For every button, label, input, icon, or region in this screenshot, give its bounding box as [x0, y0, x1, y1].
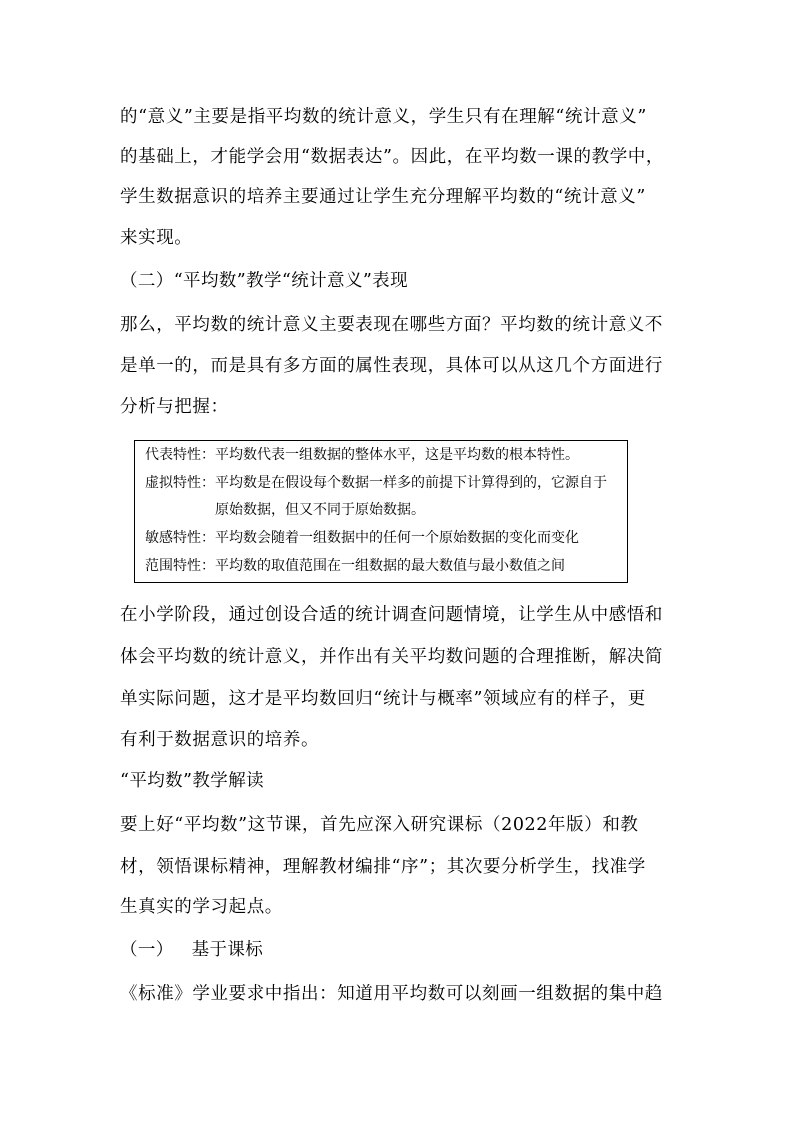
paragraph-line: 《标准》学业要求中指出：知道用平均数可以刻画一组数据的集中趋 [120, 984, 663, 1004]
paragraph-line: 体会平均数的统计意义，并作出有关平均数问题的合理推断，解决简 [120, 647, 663, 667]
paragraph-line: 来实现。 [120, 228, 193, 248]
box-text: ：平均数代表一组数据的整体水平，这是平均数的根本特性。 [201, 447, 579, 463]
paragraph-line: 分析与把握： [120, 397, 229, 417]
paragraph-line: 的“意义”主要是指平均数的统计意义，学生只有在理解“统计意义” [120, 107, 647, 127]
properties-box [134, 440, 628, 583]
section-heading-3: “平均数”教学解读 [120, 771, 264, 791]
box-row-virtual [145, 472, 607, 494]
paragraph-line: 要上好“平均数”这节课，首先应深入研究课标（2022年版）和教 [120, 815, 639, 835]
paragraph-line: 生真实的学习起点。 [120, 897, 283, 917]
paragraph-line: 的基础上，才能学会用“数据表达”。因此，在平均数一课的教学中， [120, 147, 664, 167]
box-term: 代表特性 [145, 447, 201, 463]
paragraph-line: 学生数据意识的培养主要通过让学生充分理解平均数的“统计意义” [120, 187, 646, 207]
section-heading-4: （一） 基于课标 [120, 940, 264, 960]
box-text: ：平均数是在假设每个数据一样多的前提下计算得到的，它源自于 [201, 475, 607, 491]
box-row-representative [145, 444, 579, 466]
box-row-range [145, 555, 565, 577]
box-text: ：平均数会随着一组数据中的任何一个原始数据的变化而变化 [201, 530, 579, 546]
paragraph-line: 是单一的，而是具有多方面的属性表现，具体可以从这几个方面进行 [120, 356, 663, 376]
section-heading-2: （二）“平均数”教学“统计意义”表现 [120, 271, 408, 291]
paragraph-line: 有利于数据意识的培养。 [120, 730, 320, 750]
box-row-continuation: 原始数据，但又不同于原始数据。 [215, 502, 425, 518]
box-row-sensitive [145, 527, 579, 549]
paragraph-line: 单实际问题，这才是平均数回归“统计与概率”领域应有的样子，更 [120, 689, 646, 709]
paragraph-line: 在小学阶段，通过创设合适的统计调查问题情境，让学生从中感悟和 [120, 605, 663, 625]
box-term: 虚拟特性 [145, 475, 201, 491]
box-term: 敏感特性 [145, 530, 201, 546]
box-term: 范围特性 [145, 558, 201, 574]
box-text: ：平均数的取值范围在一组数据的最大数值与最小数值之间 [201, 558, 565, 574]
paragraph-line: 那么，平均数的统计意义主要表现在哪些方面？平均数的统计意义不 [120, 315, 663, 335]
paragraph-line: 材，领悟课标精神，理解教材编排“序”；其次要分析学生，找准学 [120, 857, 646, 877]
